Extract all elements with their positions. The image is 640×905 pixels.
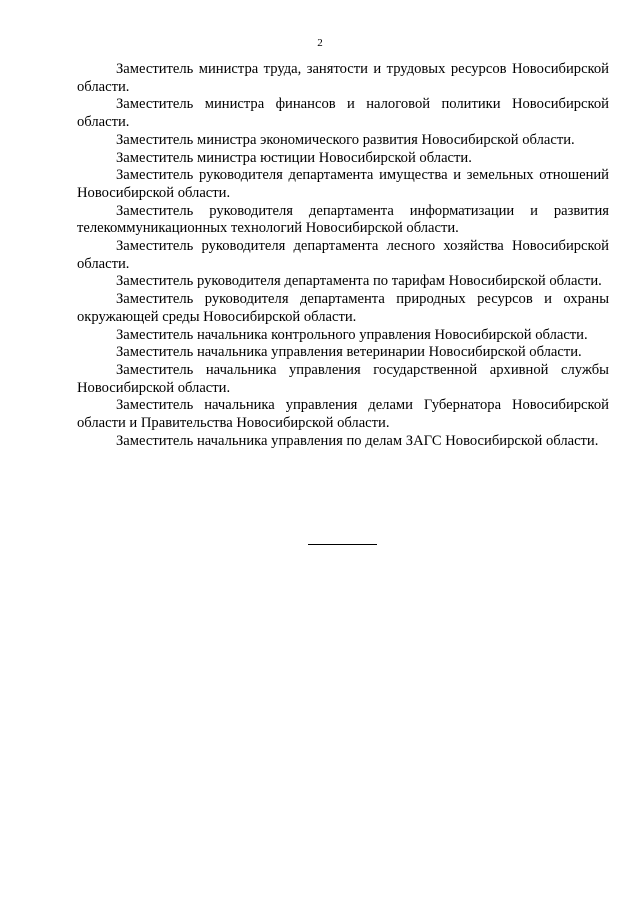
paragraph: Заместитель руководителя департамента лесного хозяйства Новосибирской области. [77,238,609,272]
paragraph: Заместитель начальника управления делами Губернатора Новосибирской области и Правительства Новосибирской области. [77,397,609,432]
paragraph: Заместитель руководителя департамента по тарифам Новосибирской области. [116,273,602,290]
paragraph: Заместитель министра труда, занятости и трудовых ресурсов Новосибирской области. [77,61,609,95]
paragraph: Заместитель начальника контрольного управления Новосибирской области. [116,326,588,343]
paragraph: Заместитель министра финансов и налоговой политики Новосибирской области. [77,96,609,131]
paragraph: Заместитель начальника управления ветеринарии Новосибирской области. [116,344,582,361]
page-number: 2 [317,37,323,49]
paragraph: Заместитель начальника управления государственной архивной службы Новосибирской области. [77,361,609,396]
paragraph: Заместитель министра юстиции Новосибирской области. [116,149,472,166]
paragraph: Заместитель начальника управления по делам ЗАГС Новосибирской области. [116,432,599,449]
end-divider-line [308,544,377,545]
paragraph: Заместитель руководителя департамента природных ресурсов и охраны окружающей среды Новосибирской области. [77,291,609,325]
document-body [77,61,609,450]
paragraph: Заместитель руководителя департамента имущества и земельных отношений Новосибирской области. [77,167,609,201]
paragraph: Заместитель министра экономического развития Новосибирской области. [116,131,575,148]
paragraph: Заместитель руководителя департамента информатизации и развития телекоммуникационных технологий Новосибирской области. [77,202,609,237]
